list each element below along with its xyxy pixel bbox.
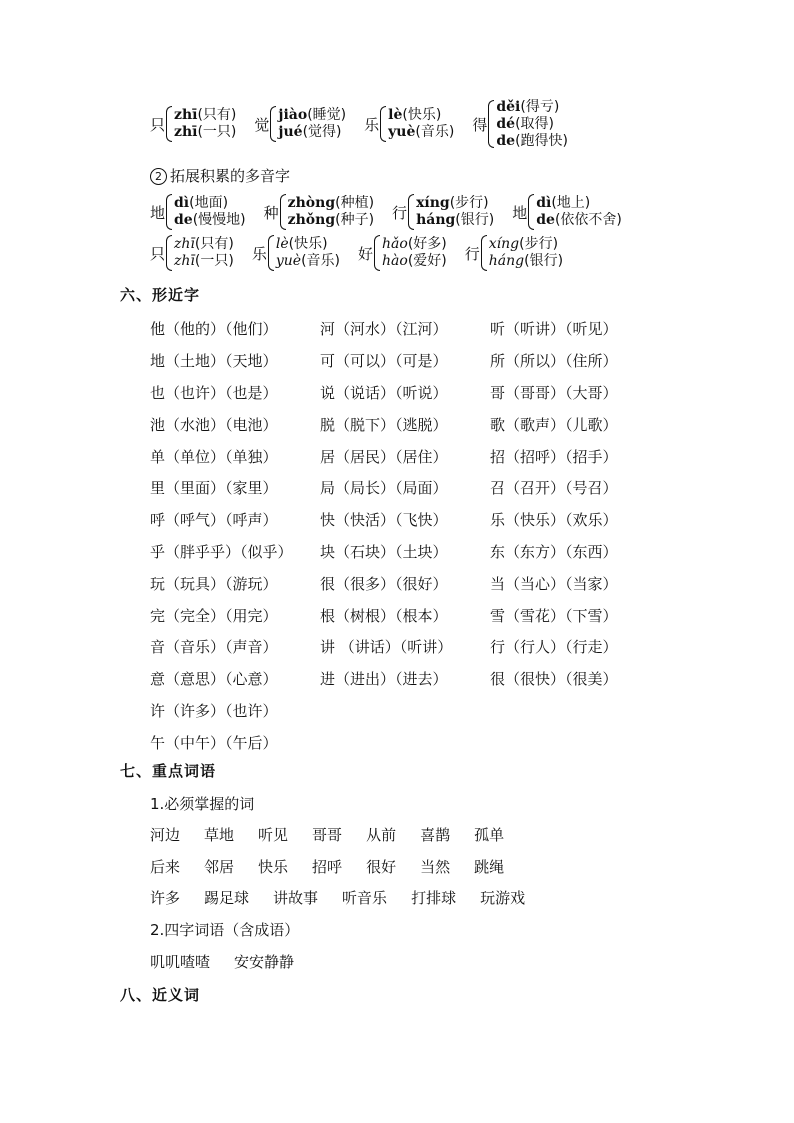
polyphonic-row-1 — [150, 100, 586, 148]
similar-cell: 局（局长）（局面） — [320, 479, 448, 498]
similar-cell: 意（意思）（心意） — [150, 670, 278, 689]
reading: dì(地上) — [536, 195, 591, 211]
reading: zhǒng(种子) — [287, 212, 375, 228]
similar-cell: 里（里面）（家里） — [150, 479, 278, 498]
similar-row — [150, 313, 660, 345]
similar-cell: 可（可以）（可是） — [320, 352, 448, 371]
word: 招呼 — [312, 858, 343, 876]
word: 快乐 — [258, 858, 289, 876]
polyphonic-entry — [472, 100, 568, 148]
similar-cell: 音（音乐）（声音） — [150, 638, 278, 657]
reading: zhòng(种植) — [287, 195, 375, 211]
similar-cell: 根（树根）（根本） — [320, 606, 448, 625]
similar-cell: 所（所以）（住所） — [490, 352, 618, 371]
brace-icon — [488, 100, 494, 148]
similar-cell: 他（他的）（他们） — [150, 320, 278, 339]
polyphonic-entry — [364, 106, 454, 142]
word-row-3 — [150, 887, 549, 908]
brace-icon — [166, 235, 172, 271]
reading: dì(地面) — [174, 195, 229, 211]
polyphonic-char: 行 — [464, 244, 480, 263]
polyphonic-char: 得 — [472, 115, 488, 134]
word: 后来 — [150, 858, 181, 876]
polyphonic-entry — [358, 235, 447, 271]
similar-cell: 快（快活）（飞快） — [320, 511, 448, 530]
reading: děi(得亏) — [496, 98, 560, 115]
similar-cell: 很（很快）（很美） — [490, 670, 618, 689]
similar-chars-grid — [150, 313, 660, 758]
similar-cell: 单（单位）（单独） — [150, 447, 278, 466]
similar-cell: 乎（胖乎乎）（似乎） — [150, 542, 293, 561]
similar-cell: 讲 （讲话）（听讲） — [320, 638, 453, 657]
reading: yuè(音乐) — [275, 253, 340, 269]
word: 听见 — [258, 826, 289, 844]
polyphonic-entry — [150, 106, 236, 142]
polyphonic-entry — [150, 194, 246, 230]
similar-row — [150, 345, 660, 377]
polyphonic-char: 乐 — [251, 244, 267, 263]
polyphonic-char: 觉 — [254, 115, 270, 134]
similar-row — [150, 726, 660, 758]
similar-row — [150, 536, 660, 568]
word: 很好 — [366, 858, 397, 876]
brace-icon — [166, 106, 172, 142]
similar-row — [150, 599, 660, 631]
brace-icon — [280, 194, 286, 230]
similar-cell: 脱（脱下）（逃脱） — [320, 415, 448, 434]
similar-row — [150, 663, 660, 695]
word-row-2 — [150, 856, 528, 877]
similar-cell: 块（石块）（土块） — [320, 542, 448, 561]
similar-cell: 许（许多）（也许） — [150, 701, 278, 720]
word: 跳绳 — [474, 858, 505, 876]
section7-title: 七、重点词语 — [120, 762, 217, 780]
word: 打排球 — [411, 889, 457, 907]
polyphonic-char: 只 — [150, 244, 166, 263]
polyphonic-char: 地 — [150, 203, 166, 222]
polyphonic-row-3 — [150, 229, 581, 277]
similar-row — [150, 408, 660, 440]
similar-cell: 行（行人）（行走） — [490, 638, 618, 657]
similar-cell: 招（招呼）（招手） — [490, 447, 618, 466]
extend-heading: 2 拓展积累的多音字 — [150, 165, 290, 186]
similar-cell: 池（水池）（电池） — [150, 415, 278, 434]
word-row-1 — [150, 824, 528, 845]
brace-icon — [380, 106, 386, 142]
similar-cell: 玩（玩具）（游玩） — [150, 574, 278, 593]
similar-row — [150, 472, 660, 504]
word: 讲故事 — [273, 889, 319, 907]
word: 许多 — [150, 889, 181, 907]
similar-row — [150, 377, 660, 409]
reading: zhī(只有) — [174, 236, 234, 252]
section6-title: 六、形近字 — [120, 286, 201, 304]
similar-row — [150, 695, 660, 727]
reading: yuè(音乐) — [388, 124, 455, 140]
similar-cell: 进（进出）（进去） — [320, 670, 448, 689]
similar-cell: 当（当心）（当家） — [490, 574, 618, 593]
word: 踢足球 — [204, 889, 250, 907]
reading: lè(快乐) — [275, 236, 328, 252]
polyphonic-entry — [252, 235, 340, 271]
reading: de(跑得快) — [496, 132, 568, 149]
similar-cell: 地（土地）（天地） — [150, 352, 278, 371]
word: 河边 — [150, 826, 181, 844]
similar-cell: 说（说话）（听说） — [320, 383, 448, 402]
reading: jué(觉得) — [278, 124, 342, 140]
polyphonic-char: 只 — [150, 115, 166, 134]
similar-row — [150, 567, 660, 599]
reading: xíng(步行) — [488, 236, 559, 252]
similar-cell: 东（东方）（东西） — [490, 542, 618, 561]
idiom-row — [150, 951, 318, 972]
reading: lè(快乐) — [388, 107, 442, 123]
circled-number: 2 — [150, 168, 167, 185]
brace-icon — [374, 235, 380, 271]
similar-cell: 听（听讲）（听见） — [490, 320, 618, 339]
word: 孤单 — [474, 826, 505, 844]
polyphonic-entry — [465, 235, 563, 271]
similar-cell: 河（河水）（江河） — [320, 320, 448, 339]
reading: háng(银行) — [488, 253, 564, 269]
word: 玩游戏 — [480, 889, 526, 907]
brace-icon — [481, 235, 487, 271]
similar-cell: 居（居民）（居住） — [320, 447, 448, 466]
similar-cell: 乐（快乐）（欢乐） — [490, 511, 618, 530]
similar-row — [150, 631, 660, 663]
word: 草地 — [204, 826, 235, 844]
brace-icon — [268, 235, 274, 271]
polyphonic-entry — [150, 235, 234, 271]
reading: hǎo(好多) — [382, 236, 447, 252]
must-words-heading: 1.必须掌握的词 — [150, 795, 255, 813]
brace-icon — [270, 106, 276, 142]
section8-title: 八、近义词 — [120, 986, 201, 1004]
brace-icon — [408, 194, 414, 230]
word: 当然 — [420, 858, 451, 876]
brace-icon — [528, 194, 534, 230]
word: 哥哥 — [312, 826, 343, 844]
similar-cell: 召（召开）（号召） — [490, 479, 618, 498]
polyphonic-char: 乐 — [364, 115, 380, 134]
polyphonic-char: 地 — [512, 203, 528, 222]
similar-cell: 歌（歌声）（儿歌） — [490, 415, 618, 434]
idiom-heading: 2.四字词语（含成语） — [150, 921, 300, 939]
word: 听音乐 — [342, 889, 388, 907]
similar-cell: 很（很多）（很好） — [320, 574, 448, 593]
polyphonic-char: 种 — [263, 203, 279, 222]
brace-icon — [166, 194, 172, 230]
word: 喜鹊 — [420, 826, 451, 844]
reading: háng(银行) — [416, 212, 495, 228]
polyphonic-entry — [254, 106, 346, 142]
reading: de(依依不舍) — [536, 212, 622, 228]
reading: jiào(睡觉) — [278, 107, 347, 123]
polyphonic-char: 好 — [358, 244, 374, 263]
reading: zhī(一只) — [174, 124, 237, 140]
idiom: 安安静静 — [234, 953, 295, 971]
word: 从前 — [366, 826, 397, 844]
reading: zhī(一只) — [174, 253, 234, 269]
reading: zhī(只有) — [174, 107, 237, 123]
word: 邻居 — [204, 858, 235, 876]
polyphonic-char: 行 — [392, 203, 408, 222]
reading: xíng(步行) — [416, 195, 489, 211]
idiom: 叽叽喳喳 — [150, 953, 211, 971]
similar-cell: 完（完全）（用完） — [150, 606, 278, 625]
similar-cell: 哥（哥哥）（大哥） — [490, 383, 618, 402]
similar-cell: 午（中午）（午后） — [150, 733, 278, 752]
reading: de(慢慢地) — [174, 212, 246, 228]
similar-cell: 也（也许）（也是） — [150, 383, 278, 402]
reading: dé(取得) — [496, 115, 554, 132]
polyphonic-entry — [264, 194, 374, 230]
similar-row — [150, 440, 660, 472]
similar-cell: 雪（雪花）（下雪） — [490, 606, 618, 625]
reading: hào(爱好) — [382, 253, 447, 269]
similar-row — [150, 504, 660, 536]
polyphonic-entry — [512, 194, 622, 230]
polyphonic-entry — [392, 194, 494, 230]
similar-cell: 呼（呼气）（呼声） — [150, 511, 278, 530]
